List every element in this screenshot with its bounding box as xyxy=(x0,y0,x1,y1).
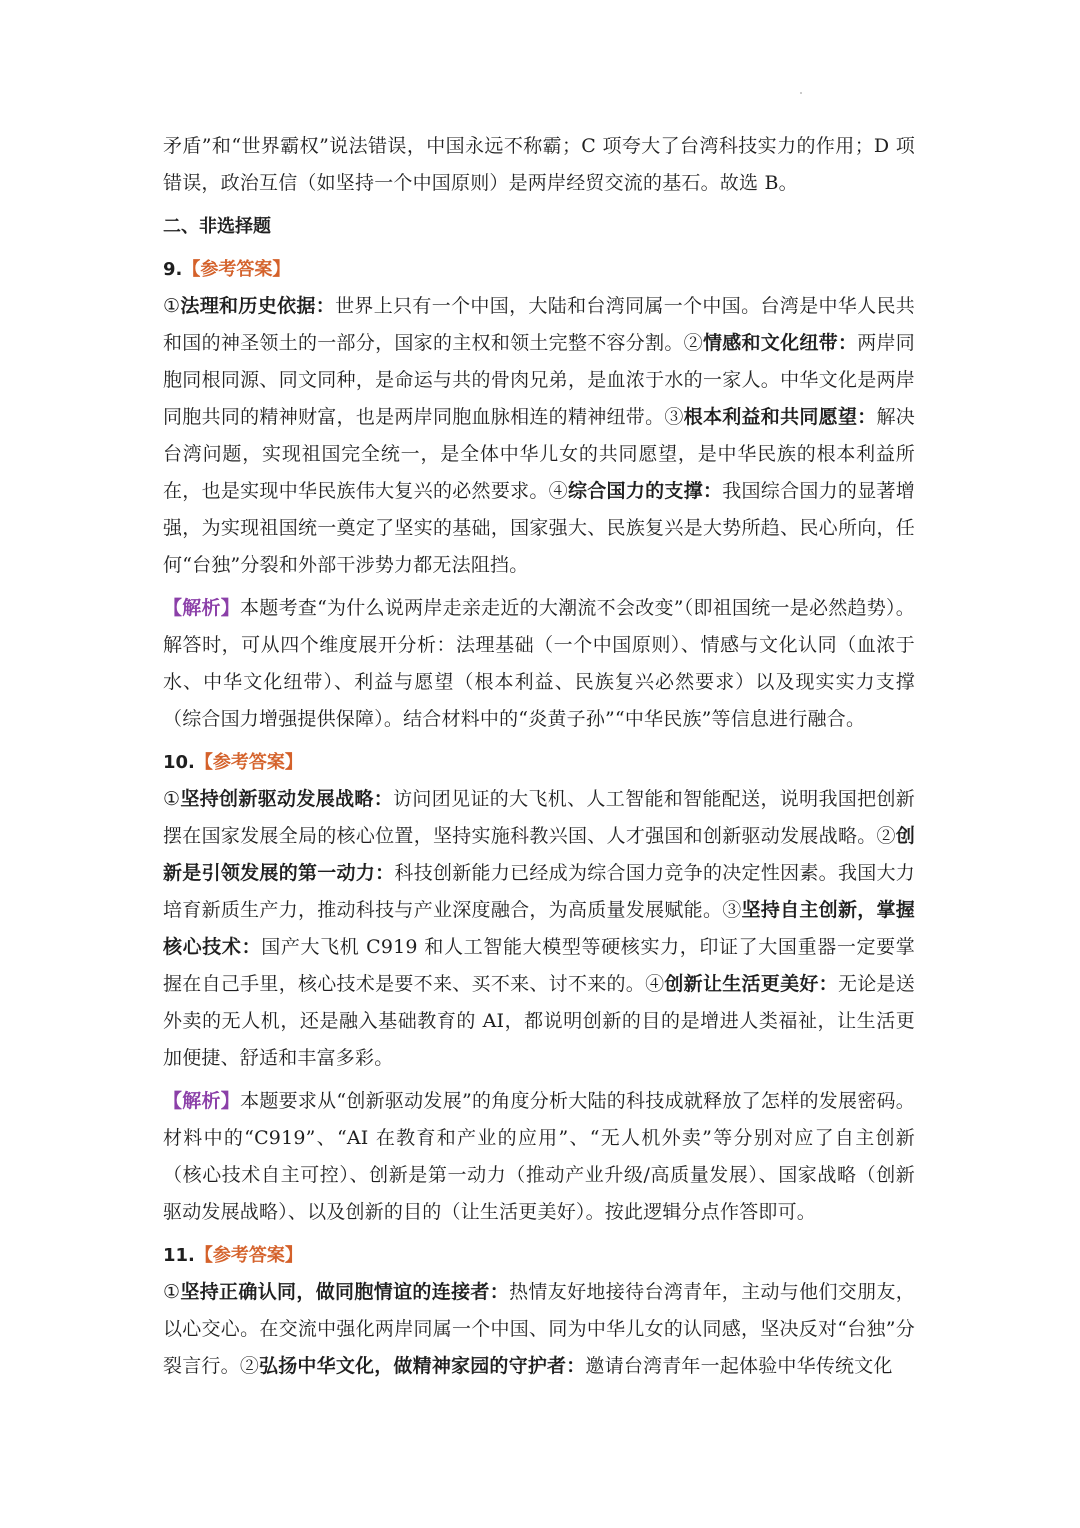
q11-answer-paragraph xyxy=(163,1274,915,1385)
q9-point-2-body: 两岸同胞同根同源、同文同种，是命运与共的骨肉兄弟，是血浓于水的一家人。中华文化是两岸同胞共同的精神财富，也是两岸同胞血脉相连的精神纽带。 xyxy=(163,332,916,428)
q9-point-3-title: 根本利益和共同愿望： xyxy=(683,406,877,428)
q9-point-3-body: 解决台湾问题，实现祖国完全统一，是全体中华儿女的共同愿望，是中华民族的根本利益所在，也是实现中华民族伟大复兴的必然要求。 xyxy=(163,406,915,502)
q9-point-2-title: 情感和文化纽带： xyxy=(702,332,858,354)
q11-point-1-body: 热情友好地接待台湾青年，主动与他们交朋友，以心交心。在交流中强化两岸同属一个中国、同为中华儿女的认同感，坚决反对“台独”分裂言行。 xyxy=(163,1281,916,1377)
q10-point-3-body: 国产大飞机 C919 和人工智能大模型等硬核实力，印证了大国重器一定要掌握在自己手里，核心技术是要不来、买不来、讨不来的。 xyxy=(163,936,915,995)
q9-point-4-title: 综合国力的支撑： xyxy=(567,480,723,502)
q10-marker-2: ② xyxy=(876,825,896,847)
q10-point-3-title: 坚持自主创新，掌握核心技术： xyxy=(163,899,915,958)
q11-marker-1: ① xyxy=(163,1281,181,1303)
q11-marker-2: ② xyxy=(239,1355,260,1377)
q10-analysis-label: 【解析】 xyxy=(163,1090,241,1112)
q11-heading xyxy=(163,1237,915,1274)
q10-analysis-paragraph xyxy=(163,1083,915,1231)
q9-point-1-title: 法理和历史依据： xyxy=(180,295,336,317)
intro-paragraph: 矛盾”和“世界霸权”说法错误，中国永远不称霸；C 项夸大了台湾科技实力的作用；D 项错误，政治互信（如坚持一个中国原则）是两岸经贸交流的基石。故选 B。 xyxy=(163,135,915,194)
q9-point-4-body: 我国综合国力的显著增强，为实现祖国统一奠定了坚实的基础，国家强大、民族复兴是大势所趋、民心所向，任何“台独”分裂和外部干涉势力都无法阻挡。 xyxy=(163,480,915,576)
document-page xyxy=(163,128,915,1385)
q11-point-2-title: 弘扬中华文化，做精神家园的守护者： xyxy=(259,1355,586,1377)
q10-marker-3: ③ xyxy=(722,899,742,921)
q9-number: 9. xyxy=(163,259,183,280)
q9-heading xyxy=(163,251,915,288)
q10-answer-label: 【参考答案】 xyxy=(194,752,303,773)
q9-point-1-body: 世界上只有一个中国，大陆和台湾同属一个中国。台湾是中华人民共和国的神圣领土的一部分，国家的主权和领土完整不容分割。 xyxy=(163,295,915,354)
q10-point-4-body: 无论是送外卖的无人机，还是融入基础教育的 AI，都说明创新的目的是增进人类福祉，让生活更加便捷、舒适和丰富多彩。 xyxy=(163,973,915,1069)
q9-analysis-text: 本题考查“为什么说两岸走亲走近的大潮流不会改变”（即祖国统一是必然趋势）。解答时，可从四个维度展开分析：法理基础（一个中国原则）、情感与文化认同（血浓于水、中华文化纽带）、利益与愿望（根本利益、民族复兴必然要求）以及现实实力支撑（综合国力增强提供保障）。结合材料中的“炎黄子孙”“中华民族”等信息进行融合。 xyxy=(163,597,915,730)
q9-marker-2: ② xyxy=(683,332,703,354)
q11-point-1-title: 坚持正确认同，做同胞情谊的连接者： xyxy=(180,1281,510,1303)
q10-answer-paragraph xyxy=(163,781,915,1077)
q10-analysis-text: 本题要求从“创新驱动发展”的角度分析大陆的科技成就释放了怎样的发展密码。材料中的“C919”、“AI 在教育和产业的应用”、“无人机外卖”等分别对应了自主创新（核心技术自主可控）、创新是第一动力（推动产业升级/高质量发展）、国家战略（创新驱动发展战略）、以及创新的目的（让生活更美好）。按此逻辑分点作答即可。 xyxy=(163,1090,915,1223)
q9-answer-label: 【参考答案】 xyxy=(182,259,291,280)
q11-number: 11. xyxy=(163,1245,195,1266)
section-title: 二、非选择题 xyxy=(163,216,271,237)
q10-point-1-title: 坚持创新驱动发展战略： xyxy=(180,788,394,810)
q9-answer-paragraph xyxy=(163,288,915,584)
q10-number: 10. xyxy=(163,752,195,773)
q10-point-1-body: 访问团见证的大飞机、人工智能和智能配送，说明我国把创新摆在国家发展全局的核心位置，坚持实施科教兴国、人才强国和创新驱动发展战略。 xyxy=(163,788,916,847)
q10-marker-1: ① xyxy=(163,788,181,810)
q10-heading xyxy=(163,744,915,781)
q9-marker-3: ③ xyxy=(664,406,684,428)
q10-marker-4: ④ xyxy=(645,973,665,995)
q9-analysis-paragraph xyxy=(163,590,915,738)
q11-answer-label: 【参考答案】 xyxy=(194,1245,303,1266)
page-speck xyxy=(800,92,802,94)
q11-point-2-body: 邀请台湾青年一起体验中华传统文化 xyxy=(585,1355,893,1377)
q10-point-4-title: 创新让生活更美好： xyxy=(664,973,838,995)
q9-marker-1: ① xyxy=(163,295,181,317)
q10-point-2-title: 创新是引领发展的第一动力： xyxy=(163,825,916,884)
q9-analysis-label: 【解析】 xyxy=(163,597,241,619)
q9-marker-4: ④ xyxy=(548,480,568,502)
q10-point-2-body: 科技创新能力已经成为综合国力竞争的决定性因素。我国大力培育新质生产力，推动科技与产业深度融合，为高质量发展赋能。 xyxy=(163,862,916,921)
